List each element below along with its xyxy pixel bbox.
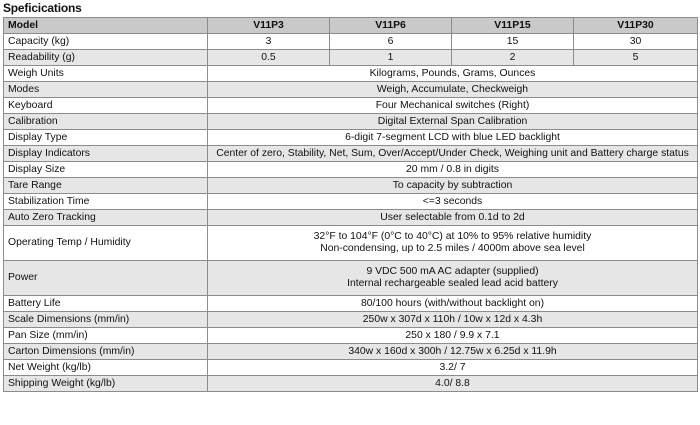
table-row bbox=[4, 226, 698, 261]
spec-value-line: 9 VDC 500 mA AC adapter (supplied) bbox=[366, 266, 539, 277]
row-label: Operating Temp / Humidity bbox=[4, 226, 208, 261]
table-row bbox=[4, 360, 698, 376]
model-value-cell: 5 bbox=[574, 50, 698, 66]
spec-value-line: 80/100 hours (with/without backlight on) bbox=[360, 297, 545, 309]
model-value-cell: 1 bbox=[330, 50, 452, 66]
spec-value-cell bbox=[208, 82, 698, 98]
table-row bbox=[4, 114, 698, 130]
table-row bbox=[4, 178, 698, 194]
spec-value-cell bbox=[208, 146, 698, 162]
row-label: Modes bbox=[4, 82, 208, 98]
spec-value-cell bbox=[208, 296, 698, 312]
spec-value-line: 340w x 160d x 300h / 12.75w x 6.25d x 11.9h bbox=[348, 345, 557, 357]
spec-value-line: Four Mechanical switches (Right) bbox=[375, 99, 530, 111]
spec-value-cell bbox=[208, 376, 698, 392]
spec-value-line: 250w x 307d x 110h / 10w x 12d x 4.3h bbox=[362, 313, 543, 325]
table-row bbox=[4, 261, 698, 296]
model-value-cell: 15 bbox=[452, 34, 574, 50]
table-row bbox=[4, 344, 698, 360]
spec-value-cell bbox=[208, 328, 698, 344]
header-v11p15: V11P15 bbox=[452, 18, 574, 34]
spec-value-cell bbox=[208, 162, 698, 178]
spec-table bbox=[3, 17, 698, 392]
header-model: Model bbox=[4, 18, 208, 34]
table-row bbox=[4, 162, 698, 178]
model-value-cell: 3 bbox=[208, 34, 330, 50]
spec-value-line: Kilograms, Pounds, Grams, Ounces bbox=[369, 67, 536, 79]
spec-value-cell bbox=[208, 178, 698, 194]
table-row bbox=[4, 130, 698, 146]
spec-value-line: 3.2/ 7 bbox=[439, 361, 466, 373]
row-label: Weigh Units bbox=[4, 66, 208, 82]
spec-value-cell bbox=[208, 130, 698, 146]
spec-value-cell bbox=[208, 66, 698, 82]
spec-value-cell bbox=[208, 360, 698, 376]
spec-value-line: 32°F to 104°F (0°C to 40°C) at 10% to 95% relative humidity bbox=[313, 231, 592, 242]
spec-value-line: User selectable from 0.1d to 2d bbox=[380, 211, 525, 223]
row-label: Keyboard bbox=[4, 98, 208, 114]
table-row bbox=[4, 66, 698, 82]
table-row bbox=[4, 328, 698, 344]
row-label: Carton Dimensions (mm/in) bbox=[4, 344, 208, 360]
table-row bbox=[4, 194, 698, 210]
row-label: Tare Range bbox=[4, 178, 208, 194]
model-value-cell: 6 bbox=[330, 34, 452, 50]
row-label: Capacity (kg) bbox=[4, 34, 208, 50]
spec-value-cell bbox=[208, 210, 698, 226]
spec-value-line: To capacity by subtraction bbox=[392, 179, 513, 191]
row-label: Calibration bbox=[4, 114, 208, 130]
row-label: Auto Zero Tracking bbox=[4, 210, 208, 226]
table-row bbox=[4, 34, 698, 50]
row-label: Display Indicators bbox=[4, 146, 208, 162]
row-label: Display Type bbox=[4, 130, 208, 146]
section-title: Speficications bbox=[3, 1, 82, 15]
spec-value-line: 6-digit 7-segment LCD with blue LED backlight bbox=[345, 131, 560, 143]
spec-value-line: <=3 seconds bbox=[422, 195, 483, 207]
row-label: Battery Life bbox=[4, 296, 208, 312]
row-label: Net Weight (kg/lb) bbox=[4, 360, 208, 376]
spec-value-cell bbox=[208, 344, 698, 360]
table-row bbox=[4, 98, 698, 114]
model-value-cell: 2 bbox=[452, 50, 574, 66]
table-row bbox=[4, 376, 698, 392]
header-v11p3: V11P3 bbox=[208, 18, 330, 34]
spec-value-line: Internal rechargeable sealed lead acid battery bbox=[347, 278, 558, 289]
header-v11p30: V11P30 bbox=[574, 18, 698, 34]
spec-value-cell bbox=[208, 261, 698, 296]
spec-value-cell bbox=[208, 114, 698, 130]
spec-value-cell bbox=[208, 312, 698, 328]
row-label: Scale Dimensions (mm/in) bbox=[4, 312, 208, 328]
row-label: Stabilization Time bbox=[4, 194, 208, 210]
model-value-cell: 30 bbox=[574, 34, 698, 50]
row-label: Readability (g) bbox=[4, 50, 208, 66]
table-row bbox=[4, 50, 698, 66]
table-row bbox=[4, 312, 698, 328]
spec-value-line: Weigh, Accumulate, Checkweigh bbox=[376, 83, 529, 95]
table-row bbox=[4, 296, 698, 312]
spec-value-line: Non-condensing, up to 2.5 miles / 4000m above sea level bbox=[320, 243, 585, 254]
row-label: Shipping Weight (kg/lb) bbox=[4, 376, 208, 392]
spec-value-cell bbox=[208, 98, 698, 114]
header-v11p6: V11P6 bbox=[330, 18, 452, 34]
row-label: Pan Size (mm/in) bbox=[4, 328, 208, 344]
table-row bbox=[4, 82, 698, 98]
header-row bbox=[4, 18, 698, 34]
spec-value-line: 4.0/ 8.8 bbox=[435, 377, 470, 389]
spec-value-cell bbox=[208, 194, 698, 210]
spec-value-line: 20 mm / 0.8 in digits bbox=[406, 163, 499, 175]
table-row bbox=[4, 210, 698, 226]
spec-value-cell bbox=[208, 226, 698, 261]
model-value-cell: 0.5 bbox=[208, 50, 330, 66]
table-row bbox=[4, 146, 698, 162]
row-label: Power bbox=[4, 261, 208, 296]
spec-value-line: 250 x 180 / 9.9 x 7.1 bbox=[405, 329, 500, 341]
row-label: Display Size bbox=[4, 162, 208, 178]
spec-value-line: Digital External Span Calibration bbox=[377, 115, 528, 127]
spec-value-line: Center of zero, Stability, Net, Sum, Over/Accept/Under Check, Weighing unit and Battery charge status bbox=[216, 147, 689, 159]
